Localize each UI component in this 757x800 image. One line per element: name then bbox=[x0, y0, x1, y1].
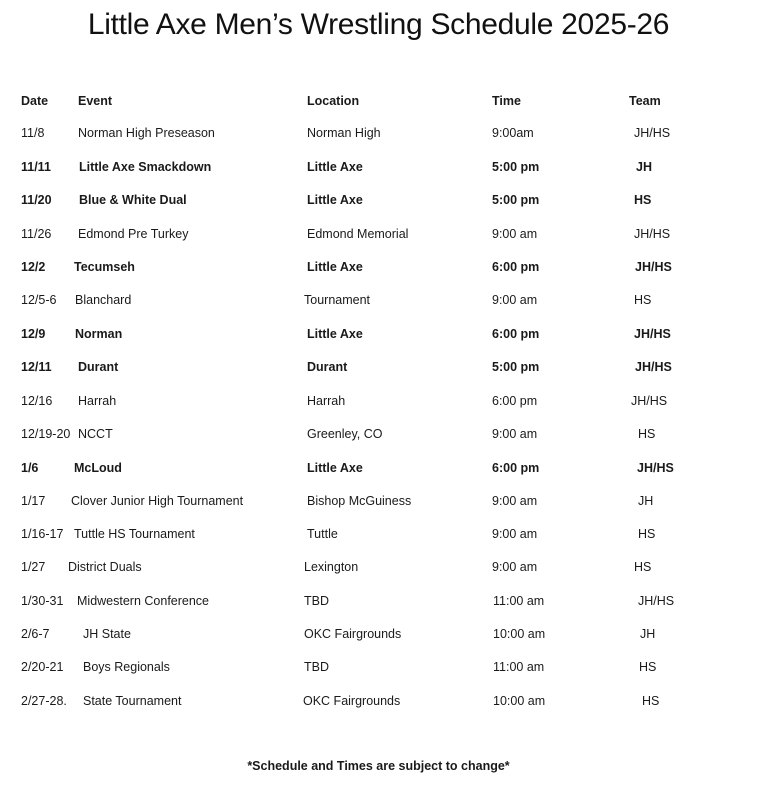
cell-date: 12/9 bbox=[21, 327, 46, 341]
cell-location: TBD bbox=[304, 660, 329, 674]
cell-location: TBD bbox=[304, 594, 329, 608]
cell-event: Boys Regionals bbox=[83, 660, 170, 674]
cell-time: 10:00 am bbox=[493, 694, 546, 708]
header-event: Event bbox=[78, 94, 113, 108]
cell-date: 11/8 bbox=[21, 126, 45, 140]
cell-team: JH/HS bbox=[634, 126, 671, 140]
cell-time: 9:00am bbox=[492, 126, 534, 140]
cell-event: Tuttle HS Tournament bbox=[74, 527, 195, 541]
cell-date: 12/16 bbox=[21, 394, 53, 408]
cell-date: 1/6 bbox=[21, 461, 39, 475]
cell-date: 1/17 bbox=[21, 494, 46, 508]
cell-event: Blanchard bbox=[75, 293, 132, 307]
cell-team: JH bbox=[638, 494, 654, 508]
cell-time: 6:00 pm bbox=[492, 327, 540, 341]
cell-date: 2/6-7 bbox=[21, 627, 50, 641]
header-date: Date bbox=[21, 94, 49, 108]
cell-event: State Tournament bbox=[83, 694, 182, 708]
cell-event: Little Axe Smackdown bbox=[79, 160, 212, 174]
cell-location: Durant bbox=[307, 360, 348, 374]
cell-event: District Duals bbox=[68, 560, 142, 574]
cell-time: 9:00 am bbox=[492, 293, 538, 307]
cell-time: 6:00 pm bbox=[492, 461, 540, 475]
cell-event: Clover Junior High Tournament bbox=[71, 494, 244, 508]
cell-date: 2/20-21 bbox=[21, 660, 64, 674]
cell-location: Little Axe bbox=[307, 327, 363, 341]
cell-event: Norman bbox=[75, 327, 123, 341]
cell-team: HS bbox=[642, 694, 660, 708]
cell-location: Little Axe bbox=[307, 193, 363, 207]
cell-time: 9:00 am bbox=[492, 227, 538, 241]
cell-team: JH/HS bbox=[637, 461, 674, 475]
cell-time: 9:00 am bbox=[492, 560, 538, 574]
cell-date: 1/27 bbox=[21, 560, 46, 574]
cell-location: Little Axe bbox=[307, 160, 363, 174]
cell-team: HS bbox=[639, 660, 657, 674]
cell-location: OKC Fairgrounds bbox=[304, 627, 402, 641]
cell-date: 12/11 bbox=[21, 360, 52, 374]
header-team: Team bbox=[629, 94, 661, 108]
cell-time: 9:00 am bbox=[492, 527, 538, 541]
header-time: Time bbox=[492, 94, 521, 108]
cell-location: Harrah bbox=[307, 394, 346, 408]
cell-date: 2/27-28. bbox=[21, 694, 67, 708]
cell-team: JH/HS bbox=[635, 260, 672, 274]
cell-team: JH/HS bbox=[634, 227, 671, 241]
disclaimer-note: *Schedule and Times are subject to change* bbox=[247, 759, 510, 773]
cell-team: JH bbox=[636, 160, 652, 174]
cell-event: Midwestern Conference bbox=[77, 594, 210, 608]
cell-team: HS bbox=[638, 527, 656, 541]
cell-location: Little Axe bbox=[307, 260, 363, 274]
cell-location: Norman High bbox=[307, 126, 381, 140]
cell-event: Tecumseh bbox=[74, 260, 135, 274]
cell-team: JH/HS bbox=[638, 594, 675, 608]
cell-time: 10:00 am bbox=[493, 627, 546, 641]
cell-time: 6:00 pm bbox=[492, 394, 538, 408]
cell-event: Edmond Pre Turkey bbox=[78, 227, 189, 241]
cell-location: Tournament bbox=[304, 293, 371, 307]
cell-event: Harrah bbox=[78, 394, 117, 408]
cell-time: 5:00 pm bbox=[492, 160, 540, 174]
page-title: Little Axe Men’s Wrestling Schedule 2025-26 bbox=[87, 8, 670, 41]
cell-date: 12/19-20 bbox=[21, 427, 71, 441]
cell-date: 11/26 bbox=[21, 227, 52, 241]
cell-time: 11:00 am bbox=[493, 594, 545, 608]
cell-date: 12/5-6 bbox=[21, 293, 57, 307]
cell-time: 6:00 pm bbox=[492, 260, 540, 274]
cell-team: JH/HS bbox=[634, 327, 671, 341]
cell-team: JH bbox=[640, 627, 656, 641]
cell-team: HS bbox=[634, 293, 652, 307]
cell-time: 5:00 pm bbox=[492, 193, 540, 207]
cell-time: 11:00 am bbox=[493, 660, 545, 674]
cell-date: 12/2 bbox=[21, 260, 46, 274]
cell-time: 5:00 pm bbox=[492, 360, 540, 374]
cell-location: Greenley, CO bbox=[307, 427, 383, 441]
cell-event: JH State bbox=[83, 627, 131, 641]
cell-event: Blue & White Dual bbox=[79, 193, 187, 207]
cell-team: HS bbox=[634, 193, 652, 207]
cell-location: Bishop McGuiness bbox=[307, 494, 412, 508]
cell-event: Norman High Preseason bbox=[78, 126, 215, 140]
cell-time: 9:00 am bbox=[492, 494, 538, 508]
cell-location: Edmond Memorial bbox=[307, 227, 409, 241]
cell-team: HS bbox=[634, 560, 652, 574]
cell-event: McLoud bbox=[74, 461, 122, 475]
cell-event: NCCT bbox=[78, 427, 113, 441]
cell-team: HS bbox=[638, 427, 656, 441]
cell-date: 1/30-31 bbox=[21, 594, 64, 608]
cell-team: JH/HS bbox=[635, 360, 672, 374]
header-location: Location bbox=[307, 94, 360, 108]
cell-location: Lexington bbox=[304, 560, 359, 574]
cell-time: 9:00 am bbox=[492, 427, 538, 441]
cell-date: 1/16-17 bbox=[21, 527, 64, 541]
cell-team: JH/HS bbox=[631, 394, 668, 408]
cell-date: 11/11 bbox=[21, 160, 51, 174]
cell-location: Tuttle bbox=[307, 527, 338, 541]
cell-date: 11/20 bbox=[21, 193, 52, 207]
cell-location: OKC Fairgrounds bbox=[303, 694, 401, 708]
cell-location: Little Axe bbox=[307, 461, 363, 475]
cell-event: Durant bbox=[78, 360, 119, 374]
